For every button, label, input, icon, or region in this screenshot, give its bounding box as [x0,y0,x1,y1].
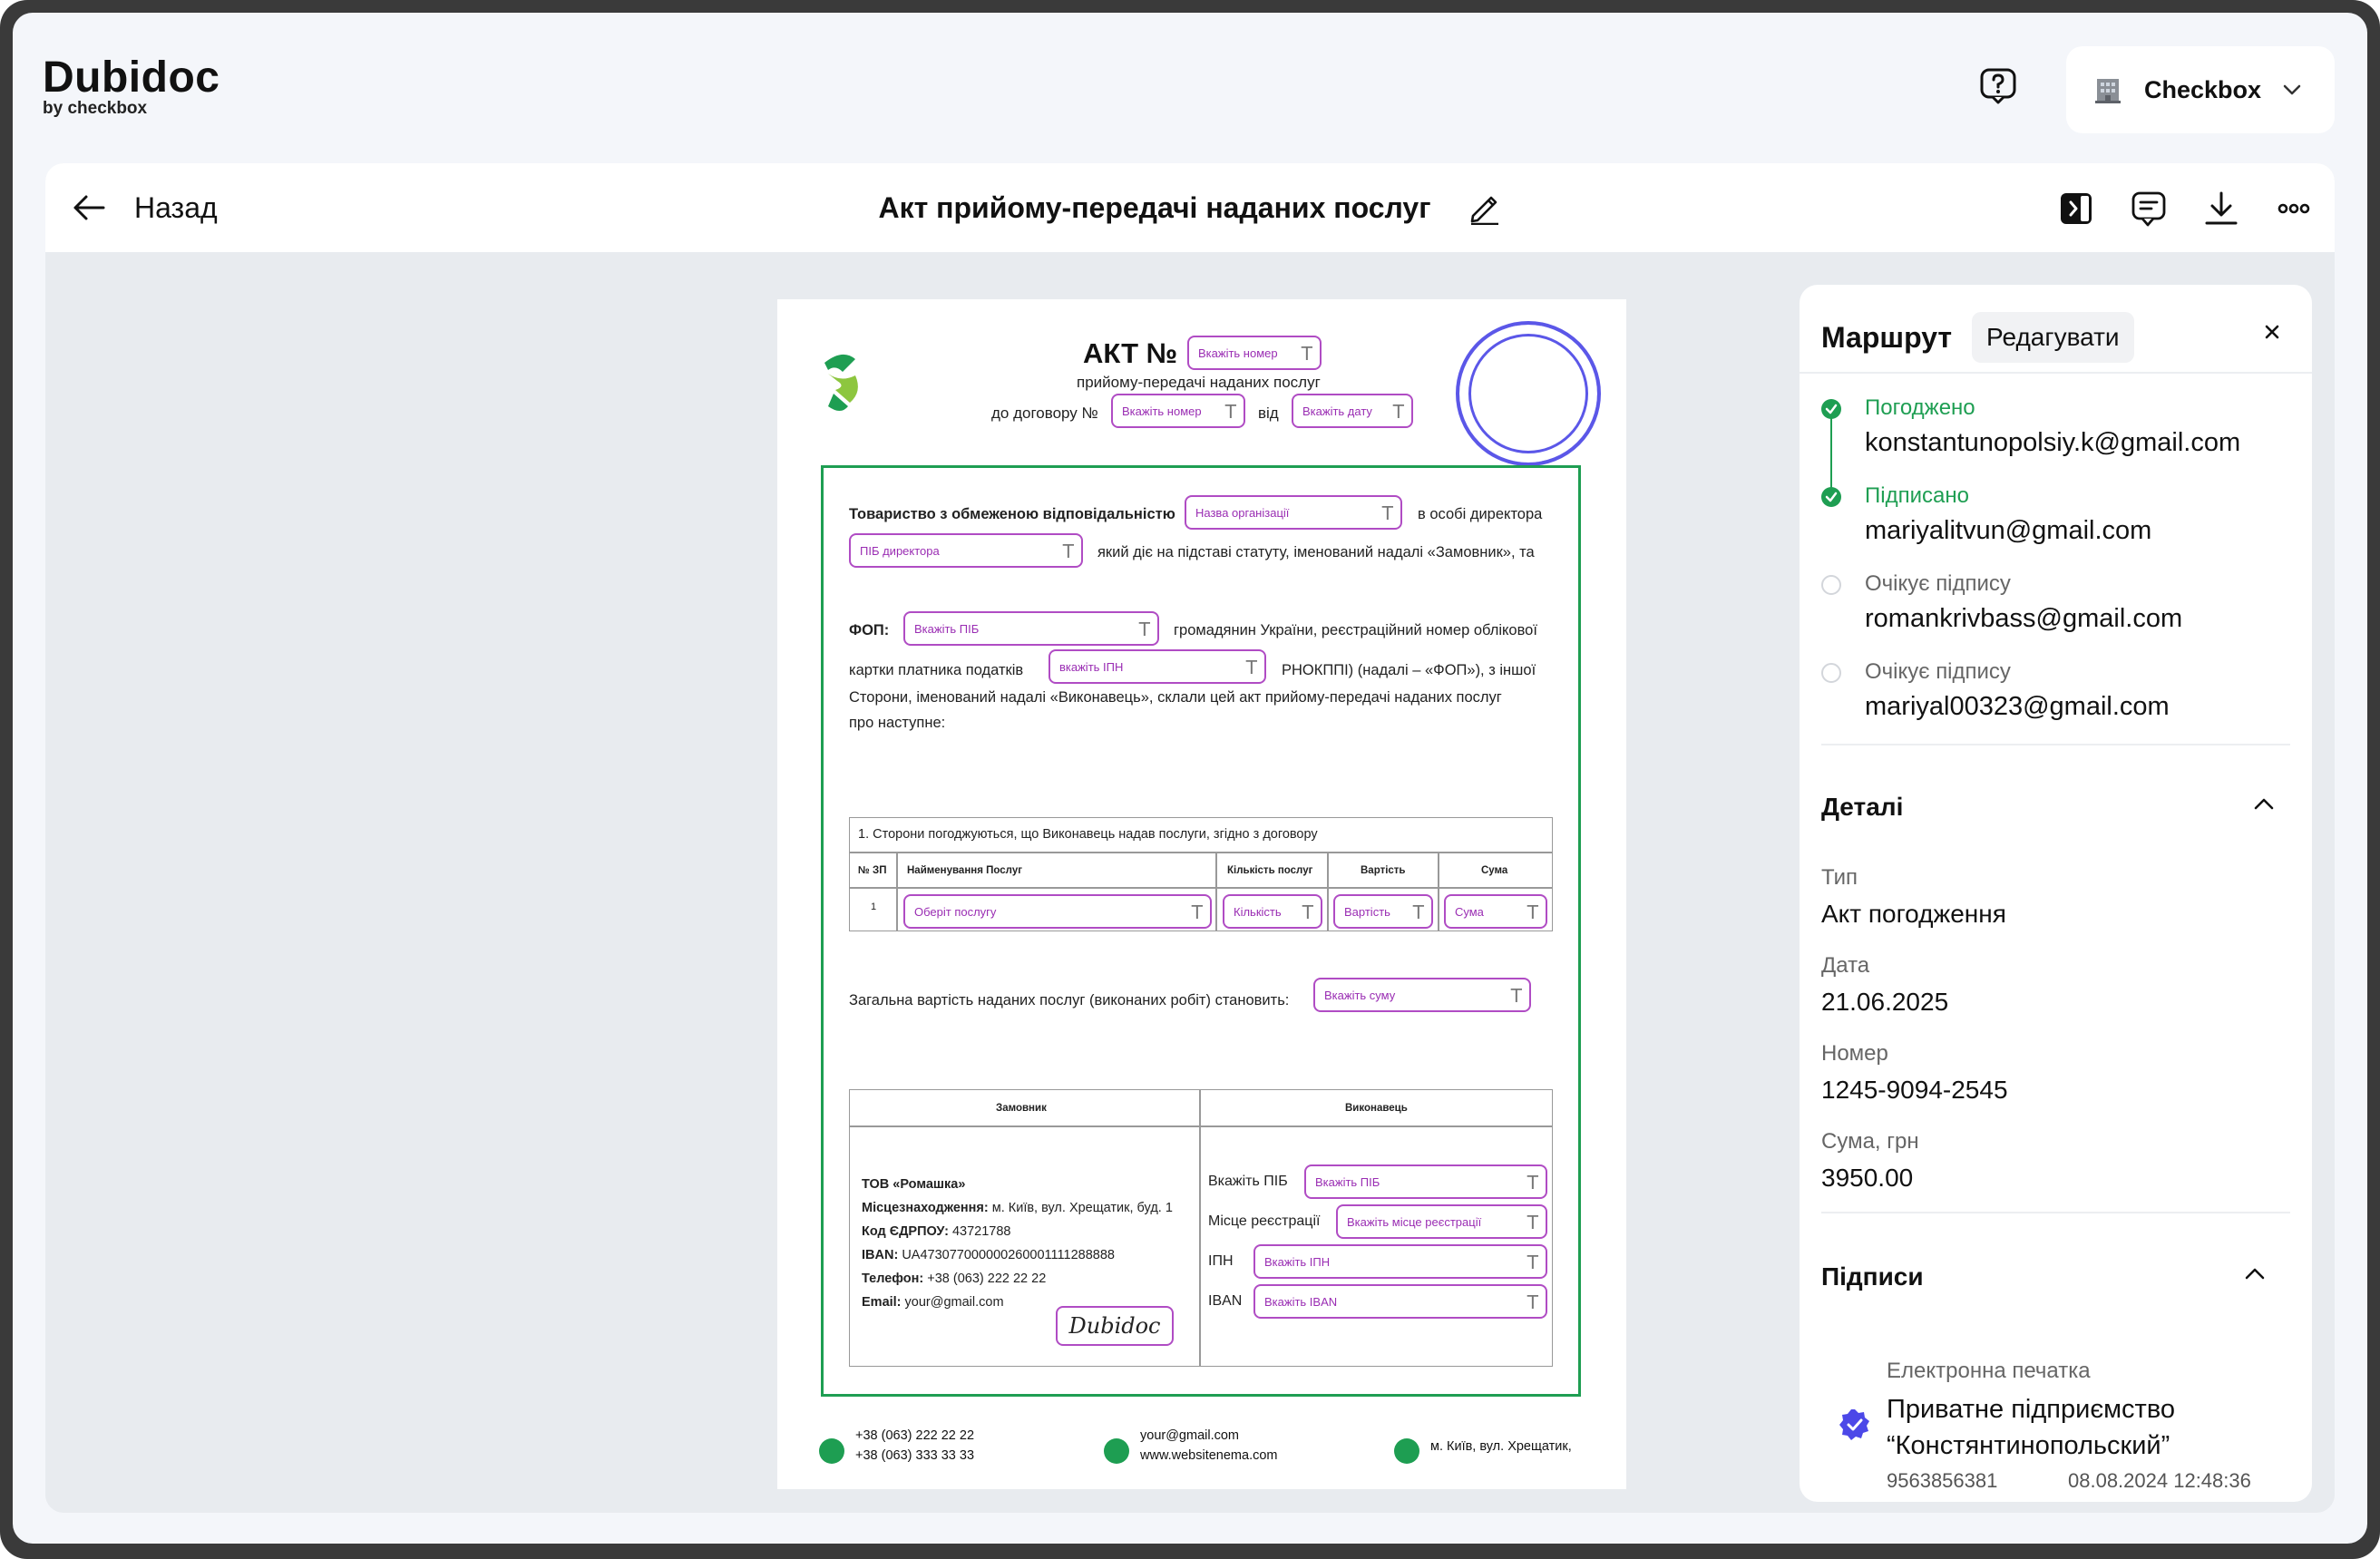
route-step [1865,395,2240,458]
verified-badge-icon [1838,1408,1872,1442]
panel-toggle-icon[interactable] [2057,190,2095,228]
from-label: від [1258,404,1279,422]
route-title: Маршрут [1821,320,1953,354]
route-panel [1800,285,2312,1502]
p2-b: картки платника податків [849,662,1024,678]
contractor-pib-placeholder: Вкажіть ПІБ [1315,1174,1380,1189]
step-email: romankrivbass@gmail.com [1865,604,2183,633]
contractor-pib-label: Вкажіть ПІБ [1208,1174,1288,1189]
contract-label: до договору № [991,404,1098,422]
table-rule [849,1125,1553,1127]
check-icon [1821,399,1841,419]
col-header: Вартість [1361,865,1406,876]
building-icon [2093,75,2122,104]
contractor-ipn-field[interactable]: Вкажіть ІПН T [1253,1244,1547,1279]
fop-pib-placeholder: Вкажіть ПІБ [914,621,980,636]
detail-value: 1245-9094-2545 [1821,1076,2008,1104]
signature-owner-line1: Приватне підприємство [1887,1395,2176,1424]
signature-owner-line2: “Констянтинопольский” [1887,1431,2170,1460]
col-header: Кількість послуг [1227,865,1313,876]
director-placeholder: ПІБ директора [860,543,940,558]
route-step [1865,483,2151,546]
customer-phone-key: Телефон: [862,1272,924,1286]
detail-label: Сума, грн [1821,1129,1919,1154]
footer-address: м. Київ, вул. Хрещатик, [1430,1439,1572,1454]
total-text: Загальна вартість наданих послуг (виконаних робіт) становить: [849,992,1290,1008]
contract-number-placeholder: Вкажіть номер [1122,404,1202,418]
fop-label: ФОП: [849,622,890,638]
customer-address-key: Місцезнаходження: [862,1201,989,1215]
total-sum-field[interactable]: Вкажіть суму T [1313,978,1531,1012]
step-status: Погоджено [1865,395,1975,420]
detail-item [1821,1129,1919,1193]
detail-item [1821,953,1948,1017]
table-rule [849,887,1553,889]
footer-phones [855,1426,974,1466]
divider [1821,1212,2290,1213]
chevron-down-icon [2281,79,2303,101]
customer-email-key: Email: [862,1295,902,1310]
back-label: Назад [134,190,218,224]
table-caption: 1. Сторони погоджуються, що Виконавець надав послуги, згідно з договору [858,827,1318,842]
contractor-header: Виконавець [1345,1103,1408,1114]
p2-e: про наступне: [849,715,946,731]
service-placeholder: Оберіт послугу [914,904,997,919]
col-header: Найменування Послуг [907,865,1022,876]
table-rule [1199,1089,1201,1367]
brand-logo[interactable] [43,53,219,119]
pending-dot-icon [1821,663,1841,683]
toolbar-actions [2057,190,2313,228]
details-title: Деталі [1821,793,1904,821]
customer-code [862,1224,1010,1239]
detail-label: Дата [1821,953,1870,978]
document-card [45,163,2335,1513]
quantity-field[interactable]: Кількість T [1223,894,1322,929]
customer-name: ТОВ «Ромашка» [862,1177,966,1192]
row-number: 1 [871,901,877,912]
contract-date-field[interactable]: Вкажіть дату T [1292,394,1413,428]
route-header [1821,312,2134,363]
signature-datetime: 08.08.2024 12:48:36 [2068,1469,2251,1492]
price-field[interactable]: Вартість T [1333,894,1433,929]
detail-value: 3950.00 [1821,1164,1914,1192]
divider [1800,372,2312,374]
customer-phone [862,1272,1046,1286]
footer-website: www.websitenema.com [1140,1448,1278,1463]
fop-ipn-placeholder: вкажіть ІПН [1059,659,1124,674]
organization-name: Checkbox [2144,75,2262,103]
contractor-iban-field[interactable]: Вкажіть IBAN T [1253,1284,1547,1319]
customer-code-key: Код ЄДРПОУ: [862,1224,949,1239]
org-name-field[interactable]: Назва організації T [1185,495,1402,530]
quantity-placeholder: Кількість [1234,904,1282,919]
signatures-title: Підписи [1821,1262,1924,1291]
col-header: № ЗП [858,865,887,876]
location-icon [1394,1438,1419,1464]
route-step [1865,659,2170,722]
step-status: Підписано [1865,483,1969,508]
step-status: Очікує підпису [1865,659,2011,684]
service-select-field[interactable]: Оберіт послугу T [903,894,1212,929]
route-step [1865,571,2182,634]
step-email: konstantunopolsiy.k@gmail.com [1865,428,2241,457]
contractor-iban-placeholder: Вкажіть IBAN [1264,1294,1338,1309]
chevron-up-icon[interactable] [2252,793,2276,816]
brand-tagline: by checkbox [43,99,148,118]
p1-a: Товариство з обмеженою відповідальністю [849,506,1175,522]
table-rule [1438,852,1439,931]
sum-placeholder: Сума [1455,904,1484,919]
contractor-ipn-placeholder: Вкажіть ІПН [1264,1254,1331,1269]
customer-email [862,1295,1004,1310]
pencil-icon[interactable] [1468,190,1502,225]
price-placeholder: Вартість [1344,904,1390,919]
route-progress-line [1830,412,1832,499]
detail-item [1821,1041,2008,1105]
company-logo-icon [815,346,868,414]
seal-placeholder [1456,321,1601,466]
act-heading: АКТ № [1083,337,1178,369]
download-icon[interactable] [2202,190,2240,228]
help-icon[interactable] [1979,67,2017,105]
detail-value: 21.06.2025 [1821,988,1949,1016]
customer-header: Замовник [996,1103,1047,1114]
customer-email-value: your@gmail.com [904,1295,1004,1310]
p1-b: в особі директора [1418,506,1543,522]
detail-label: Номер [1821,1041,1888,1066]
customer-address-value: м. Київ, вул. Хрещатик, буд. 1 [991,1201,1173,1215]
footer-contacts [1140,1426,1278,1466]
customer-code-value: 43721788 [951,1224,1011,1239]
col-header: Сума [1481,865,1508,876]
p2-c: РНОКППІ) (надалі – «ФОП»), з іншої [1282,662,1536,678]
contractor-ipn-label: ІПН [1208,1253,1234,1269]
signature-code: 9563856381 [1887,1469,1998,1492]
more-icon[interactable] [2275,190,2313,228]
document-title: Акт прийому-передачі наданих послуг [878,190,1431,224]
customer-phone-value: +38 (063) 222 22 22 [927,1272,1047,1286]
comment-icon[interactable] [2130,190,2168,228]
organization-selector[interactable] [2066,46,2335,133]
total-sum-placeholder: Вкажіть суму [1324,988,1396,1002]
table-rule [1327,852,1329,931]
signature-type: Електронна печатка [1887,1359,2091,1383]
contract-date-placeholder: Вкажіть дату [1302,404,1372,418]
p2-a: громадянин України, реєстраційний номер облікової [1174,622,1537,638]
table-rule [896,852,898,931]
detail-value: Акт погодження [1821,900,2006,928]
customer-iban [862,1248,1115,1262]
signature-owner [1887,1391,2175,1464]
document-body-section [821,465,1581,1397]
contractor-reg-label: Місце реєстрації [1208,1213,1321,1229]
brand-name: Dubidoc [43,54,220,102]
detail-label: Тип [1821,865,1858,890]
contractor-reg-placeholder: Вкажіть місце реєстрації [1347,1214,1482,1229]
document-toolbar [45,163,2335,252]
customer-signature[interactable]: Dubidoc [1056,1306,1174,1346]
document-title-area [45,163,2335,252]
contract-number-field[interactable]: Вкажіть номер T [1111,394,1245,428]
footer-email: your@gmail.com [1140,1428,1239,1443]
table-rule [849,852,1553,853]
fop-pib-field[interactable]: Вкажіть ПІБ T [903,611,1159,646]
detail-item [1821,865,2006,929]
check-icon [1821,487,1841,507]
footer-phone-1: +38 (063) 222 22 22 [855,1428,975,1443]
org-name-placeholder: Назва організації [1195,505,1290,520]
customer-iban-key: IBAN: [862,1248,899,1262]
director-field[interactable]: ПІБ директора T [849,533,1083,568]
step-email: mariyal00323@gmail.com [1865,692,2170,721]
step-email: mariyalitvun@gmail.com [1865,516,2152,545]
table-rule [1215,852,1217,931]
document-page [777,299,1626,1489]
divider [1821,744,2290,745]
act-number-field[interactable]: Вкажіть номер T [1187,336,1322,370]
fop-ipn-field[interactable]: вкажіть ІПН T [1049,649,1266,684]
app-window [13,13,2367,1544]
sum-field[interactable]: Сума T [1444,894,1547,929]
act-number-placeholder: Вкажіть номер [1198,346,1278,360]
act-subtitle: прийому-передачі наданих послуг [1077,374,1321,391]
phone-icon [819,1438,844,1464]
step-status: Очікує підпису [1865,571,2011,596]
close-icon[interactable] [2259,319,2285,345]
footer-phone-2: +38 (063) 333 33 33 [855,1448,975,1463]
p2-d: Сторони, іменований надалі «Виконавець», склали цей акт прийому-передачі наданих послуг [849,689,1502,706]
p1-c: який діє на підставі статуту, іменований надалі «Замовник», та [1097,544,1535,560]
customer-iban-value: UA473077000000260001111288888 [902,1248,1115,1262]
chevron-up-icon[interactable] [2243,1262,2267,1286]
edit-route-button[interactable]: Редагувати [1972,312,2134,363]
contractor-iban-label: IBAN [1208,1293,1243,1309]
contractor-pib-field[interactable]: Вкажіть ПІБ T [1304,1164,1547,1199]
mail-icon [1104,1438,1129,1464]
contractor-reg-field[interactable]: Вкажіть місце реєстрації T [1336,1204,1547,1239]
pending-dot-icon [1821,575,1841,595]
customer-address [862,1201,1173,1215]
